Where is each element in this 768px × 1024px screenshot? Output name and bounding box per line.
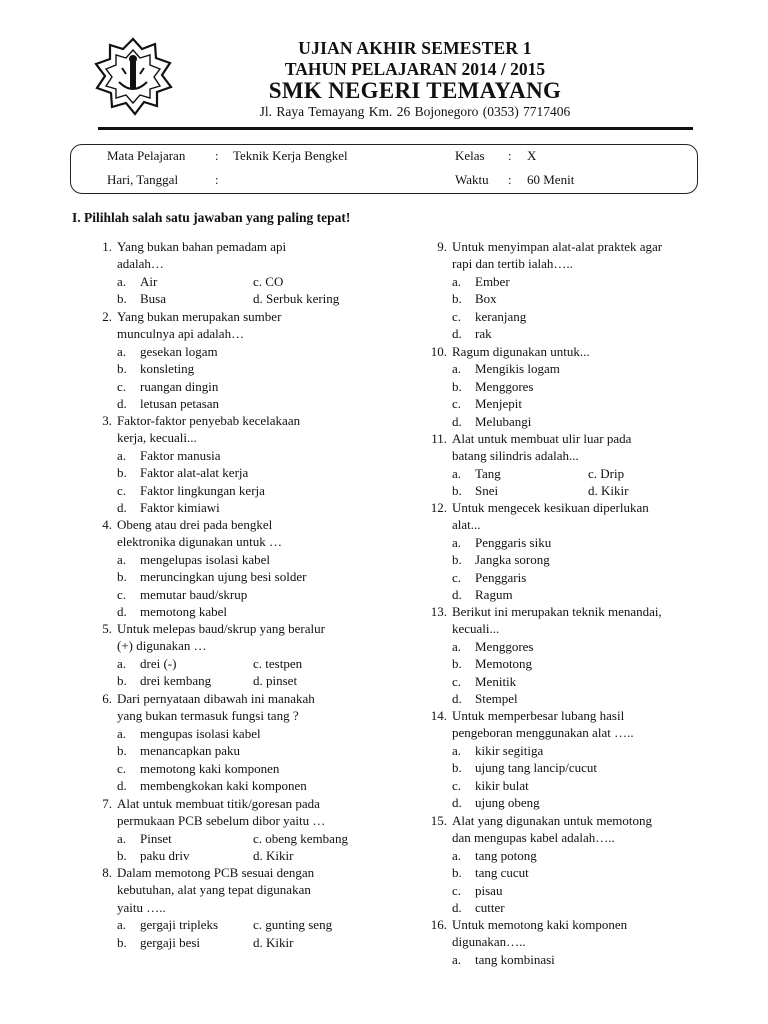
answer-option bbox=[90, 273, 339, 290]
option-letter: b. bbox=[452, 656, 462, 672]
option-letter: a. bbox=[117, 917, 127, 933]
answer-option bbox=[90, 464, 300, 481]
question-first-line bbox=[90, 795, 348, 812]
answer-option bbox=[90, 360, 281, 377]
question-text: Untuk mengecek kesikuan diperlukan bbox=[452, 500, 649, 515]
option-letter: a. bbox=[452, 951, 462, 967]
answer-option bbox=[90, 586, 306, 603]
answer-option bbox=[425, 899, 652, 916]
subject-separator: : bbox=[215, 148, 219, 163]
option-letter: b. bbox=[452, 760, 462, 776]
answer-option bbox=[90, 603, 306, 620]
option-text: gergaji tripleks bbox=[140, 917, 219, 933]
question-number: 6. bbox=[102, 691, 112, 706]
question-number: 15. bbox=[430, 813, 447, 828]
option-text-second: d. Serbuk kering bbox=[253, 291, 340, 307]
question-text: Obeng atau drei pada bengkel bbox=[117, 517, 273, 532]
answer-option bbox=[90, 395, 281, 412]
exam-title: UJIAN AKHIR SEMESTER 1 bbox=[298, 38, 532, 58]
class-value: X bbox=[527, 148, 537, 163]
option-text: Penggaris bbox=[475, 569, 527, 585]
option-text-second: d. Kikir bbox=[588, 483, 629, 499]
question-text-continued: (+) digunakan … bbox=[117, 638, 207, 654]
option-text-second: d. pinset bbox=[253, 673, 298, 689]
option-text: ujung tang lancip/cucut bbox=[475, 760, 598, 776]
question-first-line bbox=[425, 499, 649, 516]
question-text: Dalam memotong PCB sesuai dengan bbox=[117, 865, 315, 880]
option-text: Memotong bbox=[475, 656, 533, 672]
question-number: 8. bbox=[102, 865, 112, 880]
question-first-line bbox=[90, 412, 300, 429]
answer-option bbox=[425, 273, 662, 290]
option-letter: c. bbox=[117, 378, 127, 394]
answer-option bbox=[425, 655, 662, 672]
question-number: 16. bbox=[430, 917, 447, 932]
question-item bbox=[425, 343, 590, 430]
option-text: gesekan logam bbox=[140, 343, 218, 359]
school-logo bbox=[92, 36, 174, 118]
time-separator: : bbox=[508, 172, 512, 187]
option-letter: b. bbox=[452, 552, 462, 568]
answer-option bbox=[90, 916, 332, 933]
question-text: Yang bukan merupakan sumber bbox=[117, 309, 282, 324]
answer-option bbox=[90, 482, 300, 499]
option-text: membengkokan kaki komponen bbox=[140, 778, 307, 794]
answer-option bbox=[425, 378, 590, 395]
question-text: Alat yang digunakan untuk memotong bbox=[452, 813, 653, 828]
date-label: Hari, Tanggal bbox=[107, 172, 179, 187]
question-item bbox=[90, 516, 306, 620]
option-letter: b. bbox=[117, 569, 127, 585]
option-text: meruncingkan ujung besi solder bbox=[140, 569, 307, 585]
option-letter: c. bbox=[452, 308, 462, 324]
option-letter: b. bbox=[117, 291, 127, 307]
question-item bbox=[425, 916, 627, 968]
option-text: drei (-) bbox=[140, 655, 177, 671]
option-text: Mengikis logam bbox=[475, 361, 560, 377]
question-item bbox=[425, 812, 652, 916]
option-text-second: c. testpen bbox=[253, 655, 303, 671]
question-text: Untuk melepas baud/skrup yang beralur bbox=[117, 621, 325, 636]
answer-option bbox=[425, 569, 649, 586]
question-number: 11. bbox=[431, 431, 447, 446]
option-text: Ember bbox=[475, 273, 510, 289]
option-text: cutter bbox=[475, 900, 505, 916]
option-text: Penggaris siku bbox=[475, 534, 552, 550]
option-text: ujung obeng bbox=[475, 795, 540, 811]
answer-option bbox=[90, 551, 306, 568]
answer-option bbox=[425, 482, 631, 499]
answer-option bbox=[425, 794, 634, 811]
question-first-line bbox=[90, 690, 315, 707]
option-text: tang potong bbox=[475, 847, 537, 863]
answer-option bbox=[425, 638, 662, 655]
option-text: drei kembang bbox=[140, 673, 212, 689]
question-first-line bbox=[90, 620, 325, 637]
answer-option bbox=[90, 290, 339, 307]
answer-option bbox=[90, 655, 325, 672]
question-item bbox=[90, 864, 332, 951]
option-text: Faktor kimiawi bbox=[140, 500, 220, 516]
option-text-second: c. Drip bbox=[588, 465, 625, 481]
question-item bbox=[90, 795, 348, 865]
option-letter: a. bbox=[452, 465, 462, 481]
question-number: 2. bbox=[102, 309, 112, 324]
option-text: pisau bbox=[475, 882, 503, 898]
option-text: memotong kaki komponen bbox=[140, 760, 280, 776]
question-number: 10. bbox=[430, 344, 447, 359]
option-letter: d. bbox=[117, 500, 127, 516]
answer-option bbox=[90, 378, 281, 395]
answer-option bbox=[425, 742, 634, 759]
question-text-continued: rapi dan tertib ialah….. bbox=[452, 256, 573, 272]
answer-option bbox=[90, 447, 300, 464]
option-text: Menggores bbox=[475, 378, 534, 394]
answer-option bbox=[90, 847, 348, 864]
answer-option bbox=[425, 777, 634, 794]
question-first-line bbox=[425, 238, 662, 255]
option-text-second: c. obeng kembang bbox=[253, 830, 348, 846]
time-value: 60 Menit bbox=[527, 172, 575, 187]
option-text: Menggores bbox=[475, 638, 534, 654]
option-text: Busa bbox=[140, 291, 166, 307]
option-letter: b. bbox=[452, 378, 462, 394]
subject-label: Mata Pelajaran bbox=[107, 148, 186, 163]
option-letter: c. bbox=[117, 760, 127, 776]
question-number: 12. bbox=[430, 500, 447, 515]
answer-option bbox=[90, 760, 315, 777]
answer-option bbox=[425, 690, 662, 707]
option-text: gergaji besi bbox=[140, 934, 201, 950]
option-text: Faktor manusia bbox=[140, 447, 221, 463]
option-text: kikir bulat bbox=[475, 777, 529, 793]
option-letter: a. bbox=[452, 273, 462, 289]
option-text-second: c. CO bbox=[253, 273, 284, 289]
option-text-second: d. Kikir bbox=[253, 934, 294, 950]
option-letter: b. bbox=[452, 483, 462, 499]
option-letter: c. bbox=[452, 777, 462, 793]
question-text-continued: dan mengupas kabel adalah….. bbox=[452, 830, 615, 846]
question-text-continued: yang bukan termasuk fungsi tang ? bbox=[117, 708, 299, 724]
academic-year: TAHUN PELAJARAN 2014 / 2015 bbox=[284, 59, 546, 79]
question-text: Alat untuk membuat ulir luar pada bbox=[452, 431, 632, 446]
question-first-line bbox=[90, 516, 306, 533]
answer-option bbox=[425, 325, 662, 342]
answer-option bbox=[425, 673, 662, 690]
option-text: Snei bbox=[475, 483, 499, 499]
question-text: Untuk memperbesar lubang hasil bbox=[452, 708, 625, 723]
option-letter: c. bbox=[452, 396, 462, 412]
answer-option bbox=[425, 413, 590, 430]
question-first-line bbox=[425, 430, 631, 447]
option-letter: b. bbox=[117, 743, 127, 759]
option-text: menancapkan paku bbox=[140, 743, 240, 759]
answer-option bbox=[425, 395, 590, 412]
question-first-line bbox=[425, 343, 590, 360]
question-item bbox=[425, 238, 662, 342]
option-letter: b. bbox=[117, 361, 127, 377]
option-letter: c. bbox=[452, 673, 462, 689]
question-item bbox=[425, 430, 631, 500]
question-number: 1. bbox=[102, 239, 112, 254]
question-number: 4. bbox=[102, 517, 112, 532]
question-text-continued: adalah… bbox=[117, 256, 164, 272]
question-first-line bbox=[90, 238, 339, 255]
question-text-continued: munculnya api adalah… bbox=[117, 326, 245, 342]
option-letter: a. bbox=[117, 447, 127, 463]
option-letter: a. bbox=[117, 273, 127, 289]
answer-option bbox=[425, 586, 649, 603]
question-text: Untuk menyimpan alat-alat praktek agar bbox=[452, 239, 663, 254]
option-text: Menjepit bbox=[475, 396, 522, 412]
question-text: Berikut ini merupakan teknik menandai, bbox=[452, 604, 662, 619]
option-text: mengelupas isolasi kabel bbox=[140, 551, 270, 567]
option-text: Melubangi bbox=[475, 413, 532, 429]
question-number: 3. bbox=[102, 413, 112, 428]
question-first-line bbox=[425, 707, 634, 724]
option-letter: c. bbox=[452, 569, 462, 585]
option-letter: a. bbox=[117, 551, 127, 567]
option-letter: b. bbox=[117, 934, 127, 950]
answer-option bbox=[90, 499, 300, 516]
answer-option bbox=[425, 951, 627, 968]
option-text: paku driv bbox=[140, 848, 190, 864]
question-text-continued: yaitu ….. bbox=[117, 899, 166, 915]
answer-option bbox=[90, 672, 325, 689]
school-name: SMK NEGERI TEMAYANG bbox=[268, 78, 562, 103]
option-letter: d. bbox=[452, 587, 462, 603]
option-text: konsleting bbox=[140, 361, 195, 377]
option-letter: a. bbox=[452, 361, 462, 377]
option-text: memutar baud/skrup bbox=[140, 586, 248, 602]
option-text: memotong kabel bbox=[140, 604, 228, 620]
option-letter: a. bbox=[452, 742, 462, 758]
question-text-continued: alat... bbox=[452, 517, 481, 533]
question-text-continued: batang silindris adalah... bbox=[452, 448, 579, 464]
option-letter: d. bbox=[452, 900, 462, 916]
school-address: Jl. Raya Temayang Km. 26 Bojonegoro (0353) 7717406 bbox=[259, 104, 571, 119]
answer-option bbox=[425, 308, 662, 325]
option-text: ruangan dingin bbox=[140, 378, 219, 394]
question-text: Yang bukan bahan pemadam api bbox=[117, 239, 287, 254]
question-text-continued: permukaan PCB sebelum dibor yaitu … bbox=[117, 813, 326, 829]
question-item bbox=[90, 238, 339, 308]
question-item bbox=[90, 412, 300, 516]
date-separator: : bbox=[215, 172, 219, 187]
option-text: Stempel bbox=[475, 691, 518, 707]
option-letter: c. bbox=[117, 586, 127, 602]
option-letter: a. bbox=[452, 638, 462, 654]
question-item bbox=[90, 620, 325, 690]
option-text: rak bbox=[475, 326, 492, 342]
question-first-line bbox=[90, 864, 332, 881]
answer-option bbox=[425, 534, 649, 551]
option-letter: d. bbox=[452, 691, 462, 707]
question-item bbox=[90, 690, 315, 794]
question-text: Untuk memotong kaki komponen bbox=[452, 917, 628, 932]
option-letter: b. bbox=[117, 848, 127, 864]
option-letter: c. bbox=[117, 482, 127, 498]
option-letter: d. bbox=[452, 326, 462, 342]
question-first-line bbox=[425, 603, 662, 620]
option-text: mengupas isolasi kabel bbox=[140, 725, 261, 741]
option-letter: b. bbox=[452, 291, 462, 307]
section-instruction: I. Pilihlah salah satu jawaban yang paling tepat! bbox=[72, 210, 351, 225]
question-text: Ragum digunakan untuk... bbox=[452, 344, 590, 359]
answer-option bbox=[90, 568, 306, 585]
question-text-continued: elektronika digunakan untuk … bbox=[117, 534, 282, 550]
question-number: 13. bbox=[430, 604, 447, 619]
answer-option bbox=[425, 360, 590, 377]
question-first-line bbox=[90, 308, 281, 325]
answer-option bbox=[425, 864, 652, 881]
option-letter: a. bbox=[117, 655, 127, 671]
time-label: Waktu bbox=[455, 172, 489, 187]
option-text: Faktor lingkungan kerja bbox=[140, 482, 265, 498]
option-letter: d. bbox=[452, 413, 462, 429]
option-letter: a. bbox=[452, 847, 462, 863]
answer-option bbox=[425, 847, 652, 864]
question-text: Dari pernyataan dibawah ini manakah bbox=[117, 691, 315, 706]
option-text: Box bbox=[475, 291, 497, 307]
option-text: kikir segitiga bbox=[475, 742, 544, 758]
option-letter: c. bbox=[452, 882, 462, 898]
option-text: Jangka sorong bbox=[475, 552, 550, 568]
option-text: Air bbox=[140, 273, 158, 289]
question-number: 9. bbox=[437, 239, 447, 254]
option-text: Ragum bbox=[475, 587, 513, 603]
option-text-second: d. Kikir bbox=[253, 848, 294, 864]
option-letter: a. bbox=[117, 725, 127, 741]
option-letter: b. bbox=[117, 673, 127, 689]
option-text: tang kombinasi bbox=[475, 951, 555, 967]
question-number: 7. bbox=[102, 796, 112, 811]
answer-option bbox=[90, 777, 315, 794]
option-letter: a. bbox=[117, 830, 127, 846]
question-item bbox=[90, 308, 281, 412]
question-text-continued: kebutuhan, alat yang tepat digunakan bbox=[117, 882, 311, 898]
question-first-line bbox=[425, 916, 627, 933]
header-divider bbox=[98, 127, 693, 130]
question-text: Faktor-faktor penyebab kecelakaan bbox=[117, 413, 301, 428]
answer-option bbox=[425, 551, 649, 568]
question-text-continued: pengeboran menggunakan alat ….. bbox=[452, 725, 634, 741]
subject-value: Teknik Kerja Bengkel bbox=[233, 148, 348, 163]
answer-option bbox=[425, 465, 631, 482]
answer-option bbox=[90, 343, 281, 360]
answer-option bbox=[425, 290, 662, 307]
option-letter: d. bbox=[117, 604, 127, 620]
option-letter: d. bbox=[452, 795, 462, 811]
answer-option bbox=[90, 830, 348, 847]
answer-option bbox=[90, 725, 315, 742]
option-letter: d. bbox=[117, 778, 127, 794]
option-text: letusan petasan bbox=[140, 396, 220, 412]
question-number: 14. bbox=[430, 708, 447, 723]
option-text: Menitik bbox=[475, 673, 517, 689]
question-text-continued: kecuali... bbox=[452, 621, 500, 637]
option-letter: b. bbox=[452, 865, 462, 881]
option-letter: b. bbox=[117, 465, 127, 481]
question-item bbox=[425, 603, 662, 707]
answer-option bbox=[90, 742, 315, 759]
question-first-line bbox=[425, 812, 652, 829]
question-text-continued: kerja, kecuali... bbox=[117, 430, 197, 446]
option-text: tang cucut bbox=[475, 865, 529, 881]
class-separator: : bbox=[508, 148, 512, 163]
option-text-second: c. gunting seng bbox=[253, 917, 333, 933]
option-letter: a. bbox=[117, 343, 127, 359]
question-text: Alat untuk membuat titik/goresan pada bbox=[117, 796, 320, 811]
class-label: Kelas bbox=[455, 148, 485, 163]
option-text: Faktor alat-alat kerja bbox=[140, 465, 249, 481]
question-number: 5. bbox=[102, 621, 112, 636]
option-text: Tang bbox=[475, 465, 501, 481]
question-item bbox=[425, 499, 649, 603]
question-text-continued: digunakan….. bbox=[452, 934, 526, 950]
option-letter: a. bbox=[452, 534, 462, 550]
answer-option bbox=[425, 759, 634, 776]
option-text: keranjang bbox=[475, 308, 527, 324]
option-text: Pinset bbox=[140, 830, 172, 846]
answer-option bbox=[425, 882, 652, 899]
answer-option bbox=[90, 934, 332, 951]
question-item bbox=[425, 707, 634, 811]
option-letter: d. bbox=[117, 396, 127, 412]
